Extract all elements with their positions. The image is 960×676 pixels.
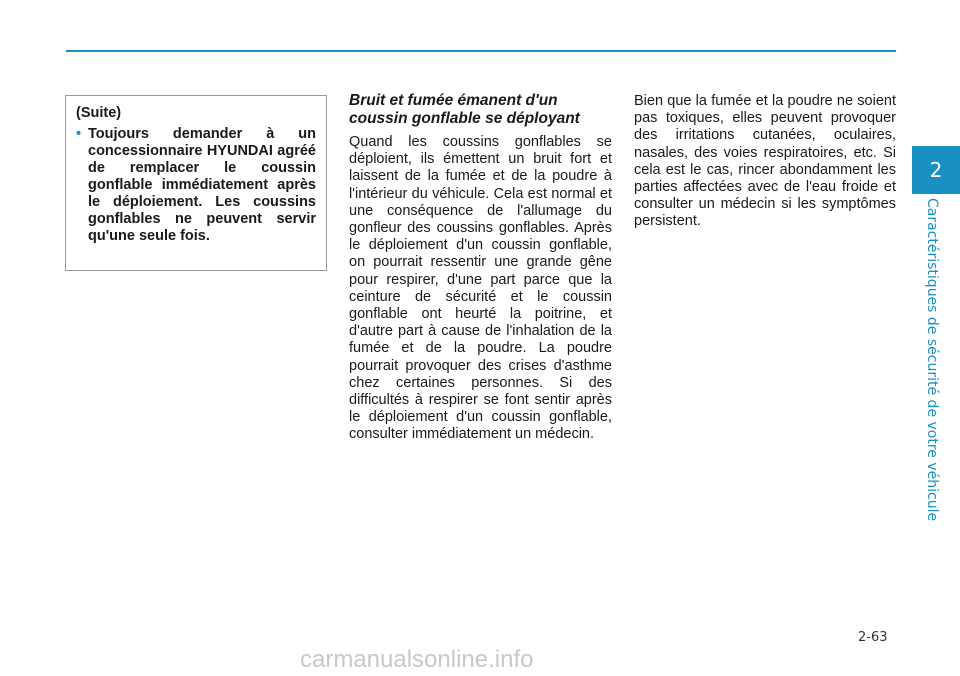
watermark: carmanualsonline.info: [300, 646, 534, 673]
continuation-body: Bien que la fumée et la poudre ne soient pas toxiques, elles peuvent provoquer des irritations cutanées, oculaires, nasales, des voies respiratoires, etc. Si cela est le cas, rincer abondamment les parties affectées avec de l'eau froide et consulter un médecin si les symptômes persistent.: [634, 93, 896, 230]
header-rule: [66, 50, 896, 52]
chapter-title: Caractéristiques de sécurité de votre véhicule: [924, 198, 940, 522]
note-item: [76, 126, 316, 245]
section-column: [349, 92, 612, 444]
note-box: [65, 95, 327, 271]
section-body: Quand les coussins gonflables se déploient, ils émettent un bruit fort et laissent de la fumée et de la poudre à l'intérieur du véhicule. Cela est normal et une conséquence de l'allumage du gonfleur des coussins gonflables. Après le déploiement d'un coussin gonflable, on pourrait ressentir une grande gêne pour respirer, d'une part parce que la ceinture de sécurité et le coussin gonflable ont heurté la poitrine, et d'autre part à cause de l'inhalation de la fumée et de la poudre. La poudre pourrait provoquer des crises d'asthme chez certaines personnes. Si des difficultés à respirer se font sentir après le déploiement d'un coussin gonflable, consulter immédiatement un médecin.: [349, 134, 612, 443]
continuation-column: [634, 93, 896, 231]
page-number: 2-63: [858, 630, 888, 645]
chapter-tab: [912, 146, 960, 194]
note-title: (Suite): [76, 105, 122, 121]
note-text: Toujours demander à un concessionnaire HYUNDAI agréé de remplacer le coussin gonflable immédiatement après le déploiement. Les coussins gonflables ne peuvent servir qu'une seule fois.: [88, 126, 316, 244]
chapter-number: 2: [929, 158, 943, 182]
section-heading: Bruit et fumée émanent d'un coussin gonflable se déployant: [349, 92, 580, 127]
bullet-icon: •: [76, 126, 82, 142]
